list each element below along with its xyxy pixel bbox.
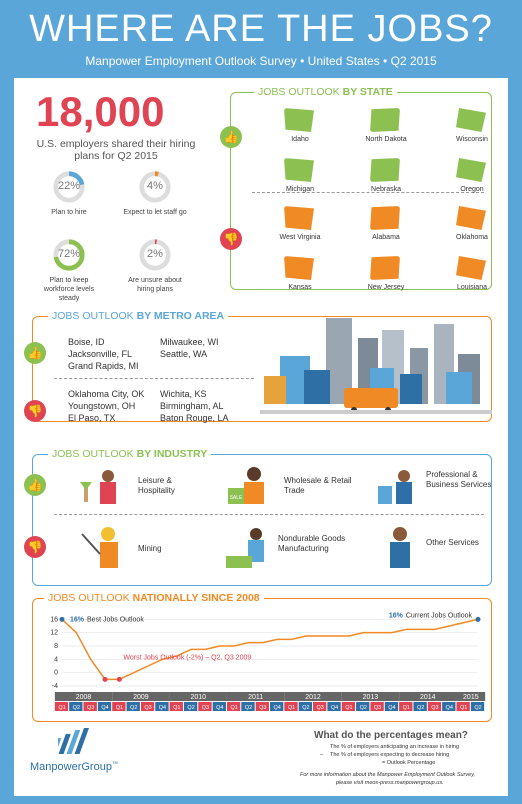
employer-count: 18,000 bbox=[36, 88, 165, 135]
legend-title: What do the percentages mean? bbox=[314, 730, 468, 741]
industry-down-1: Mining bbox=[138, 544, 162, 553]
state-label: Oregon bbox=[460, 186, 484, 193]
industry-down-2: Nondurable Goods Manufacturing bbox=[278, 534, 346, 553]
year-label: 2013 bbox=[362, 694, 379, 701]
data-point bbox=[60, 617, 65, 622]
year-label: 2011 bbox=[248, 694, 264, 701]
quarter-label: Q3 bbox=[87, 705, 95, 711]
metro-city: Youngstown, OH bbox=[68, 401, 136, 411]
current-outlook-label: 16% Current Jobs Outlook bbox=[388, 612, 472, 620]
metro-up-list-2 bbox=[160, 336, 219, 360]
quarter-label: Q4 bbox=[101, 705, 109, 711]
quarter-label: Q2 bbox=[244, 705, 253, 711]
stat-label: Are unsure about hiring plans bbox=[128, 277, 182, 293]
metro-down-list-2 bbox=[160, 388, 229, 424]
year-label: 2008 bbox=[75, 694, 92, 701]
state-label: Nebraska bbox=[371, 186, 401, 193]
data-point bbox=[476, 617, 481, 622]
year-label: 2009 bbox=[133, 694, 149, 701]
quarter-label: Q2 bbox=[302, 705, 310, 711]
quarter-label: Q1 bbox=[402, 705, 410, 711]
y-tick-label: -4 bbox=[51, 683, 58, 690]
quarter-label: Q2 bbox=[72, 705, 81, 711]
data-point bbox=[117, 677, 122, 682]
worst-outlook-label: Worst Jobs Outlook (-2%) – Q2, Q3 2009 bbox=[123, 654, 252, 662]
quarter-label: Q3 bbox=[373, 705, 382, 711]
industry-outlook-title: JOBS OUTLOOK BY INDUSTRY bbox=[48, 448, 211, 460]
state-map-kansas bbox=[284, 256, 314, 280]
quarter-label: Q3 bbox=[144, 705, 152, 711]
thumbs-down-icon: 👎 bbox=[220, 228, 242, 250]
quarter-label: Q1 bbox=[58, 705, 66, 711]
metro-down-list-1 bbox=[68, 388, 144, 424]
thumbs-up-icon: 👍 bbox=[24, 474, 46, 496]
best-outlook-label: 16% Best Jobs Outlook bbox=[70, 616, 144, 624]
state-label: Idaho bbox=[291, 136, 309, 143]
quarter-label: Q2 bbox=[474, 705, 482, 711]
thumbs-down-icon: 👎 bbox=[24, 400, 46, 422]
metro-outlook-title: JOBS OUTLOOK BY METRO AREA bbox=[48, 310, 228, 322]
state-label: West Virginia bbox=[279, 234, 321, 241]
state-map-michigan bbox=[284, 158, 314, 182]
national-outlook-chart bbox=[38, 606, 488, 718]
thumbs-up-icon: 👍 bbox=[220, 126, 242, 148]
stat-label: Expect to let staff go bbox=[123, 209, 187, 216]
divider bbox=[54, 514, 484, 515]
y-tick-label: 8 bbox=[54, 643, 58, 650]
state-label: Oklahoma bbox=[456, 234, 488, 241]
state-map-nebraska bbox=[370, 158, 400, 182]
y-tick-label: 0 bbox=[54, 669, 58, 677]
quarter-label: Q3 bbox=[316, 705, 324, 711]
quarter-label: Q2 bbox=[187, 705, 195, 711]
state-outlook-title: JOBS OUTLOOK BY STATE bbox=[254, 86, 397, 98]
quarter-label: Q1 bbox=[230, 705, 238, 711]
stat-let-go bbox=[123, 170, 187, 216]
metro-city: El Paso, TX bbox=[68, 413, 116, 423]
state-label: Kansas bbox=[288, 284, 312, 291]
retail-clerk-icon bbox=[224, 464, 274, 508]
quarter-label: Q3 bbox=[431, 705, 439, 711]
business-person-icon bbox=[376, 468, 420, 508]
thumbs-down-icon: 👎 bbox=[24, 536, 46, 558]
state-map-idaho bbox=[284, 108, 314, 132]
page-subtitle: Manpower Employment Outlook Survey • United States • Q2 2015 bbox=[85, 54, 437, 68]
year-label: 2012 bbox=[305, 694, 321, 701]
legend-line-2: The % of employers expecting to decrease hiring bbox=[330, 752, 450, 758]
stat-value: 2% bbox=[147, 248, 163, 260]
quarter-label: Q4 bbox=[273, 705, 281, 711]
metro-city: Oklahoma City, OK bbox=[68, 389, 145, 399]
stat-keep-steady bbox=[43, 238, 95, 302]
sale-tag: SALE bbox=[229, 495, 243, 501]
metro-city: Jacksonville, FL bbox=[68, 349, 133, 359]
metro-city: Boise, ID bbox=[68, 337, 105, 347]
stat-value: 72% bbox=[57, 248, 81, 260]
state-label: North Dakota bbox=[365, 136, 407, 143]
factory-worker-icon bbox=[224, 524, 274, 574]
state-map-new-jersey bbox=[370, 256, 400, 280]
data-point bbox=[103, 677, 108, 682]
quarter-label: Q4 bbox=[330, 705, 339, 711]
state-label: Wisconsin bbox=[456, 136, 488, 143]
metro-city: Birmingham, AL bbox=[160, 401, 224, 411]
state-map-north-dakota bbox=[370, 108, 400, 132]
legend-line-1: The % of employers anticipating an increase in hiring bbox=[330, 744, 460, 750]
metro-city: Wichita, KS bbox=[160, 389, 207, 399]
year-label: 2010 bbox=[190, 694, 207, 701]
miner-icon bbox=[78, 524, 128, 574]
state-label: New Jersey bbox=[367, 284, 405, 291]
quarter-label: Q1 bbox=[173, 705, 181, 711]
metro-city: Seattle, WA bbox=[160, 349, 208, 359]
brand-name: ManpowerGroup™ bbox=[30, 761, 118, 773]
legend-line-3: = Outlook Percentage bbox=[382, 760, 436, 766]
stat-unsure bbox=[128, 238, 182, 293]
outlook-line bbox=[62, 619, 478, 679]
quarter-label: Q2 bbox=[359, 705, 367, 711]
quarter-label: Q3 bbox=[259, 705, 267, 711]
state-label: Michigan bbox=[285, 186, 314, 193]
quarter-label: Q4 bbox=[216, 705, 224, 711]
y-tick-label: 16 bbox=[50, 616, 58, 624]
thumbs-up-icon: 👍 bbox=[24, 342, 46, 364]
metro-city: Baton Rouge, LA bbox=[160, 413, 229, 423]
content-panel bbox=[14, 78, 508, 796]
quarter-label: Q3 bbox=[201, 705, 210, 711]
quarter-label: Q2 bbox=[416, 705, 425, 711]
industry-up-1: Leisure & Hospitality bbox=[138, 476, 175, 495]
stat-label: Plan to keep workforce levels steady bbox=[43, 277, 95, 302]
divider bbox=[54, 378, 254, 379]
worker-icon bbox=[376, 524, 420, 574]
footnote-1: For more information about the Manpower Employment Outlook Survey, bbox=[300, 772, 476, 778]
industry-up-3: Professional & Business Services bbox=[426, 470, 492, 489]
quarter-label: Q1 bbox=[345, 705, 353, 711]
y-tick-label: 4 bbox=[54, 656, 58, 664]
state-map-alabama bbox=[370, 206, 400, 230]
quarter-label: Q2 bbox=[130, 705, 138, 711]
chef-waiter-icon bbox=[78, 468, 128, 508]
quarter-label: Q4 bbox=[388, 705, 396, 711]
stat-plan-to-hire bbox=[51, 170, 87, 216]
footnote-2: please visit meos-press.manpowergroup.us. bbox=[336, 780, 444, 786]
year-label: 2015 bbox=[463, 694, 479, 701]
industry-up-2: Wholesale & Retail Trade bbox=[284, 476, 352, 495]
metro-up-list-1 bbox=[68, 336, 139, 372]
metro-city: Milwaukee, WI bbox=[160, 337, 219, 347]
quarter-label: Q4 bbox=[445, 705, 453, 711]
page-title: WHERE ARE THE JOBS? bbox=[29, 8, 493, 50]
stat-value: 4% bbox=[147, 180, 163, 192]
national-outlook-title: JOBS OUTLOOK NATIONALLY SINCE 2008 bbox=[44, 592, 264, 604]
state-map-west-virginia bbox=[284, 206, 314, 230]
legend-minus: – bbox=[320, 752, 324, 758]
quarter-label: Q1 bbox=[287, 705, 296, 711]
y-tick-label: 12 bbox=[50, 629, 58, 637]
stat-value: 22% bbox=[57, 180, 81, 192]
state-label: Louisiana bbox=[457, 284, 487, 291]
industry-down-3: Other Services bbox=[426, 538, 479, 547]
quarter-label: Q1 bbox=[115, 705, 124, 711]
metro-city: Grand Rapids, MI bbox=[68, 361, 139, 371]
employer-count-description: U.S. employers shared their hiring plans for Q2 2015 bbox=[36, 138, 196, 162]
year-label: 2014 bbox=[420, 694, 436, 701]
manpowergroup-logo-icon bbox=[58, 728, 92, 756]
state-label: Alabama bbox=[372, 234, 400, 241]
quarter-label: Q1 bbox=[459, 705, 468, 711]
quarter-label: Q4 bbox=[158, 705, 167, 711]
city-skyline-illustration bbox=[260, 316, 492, 424]
stat-label: Plan to hire bbox=[51, 209, 87, 216]
